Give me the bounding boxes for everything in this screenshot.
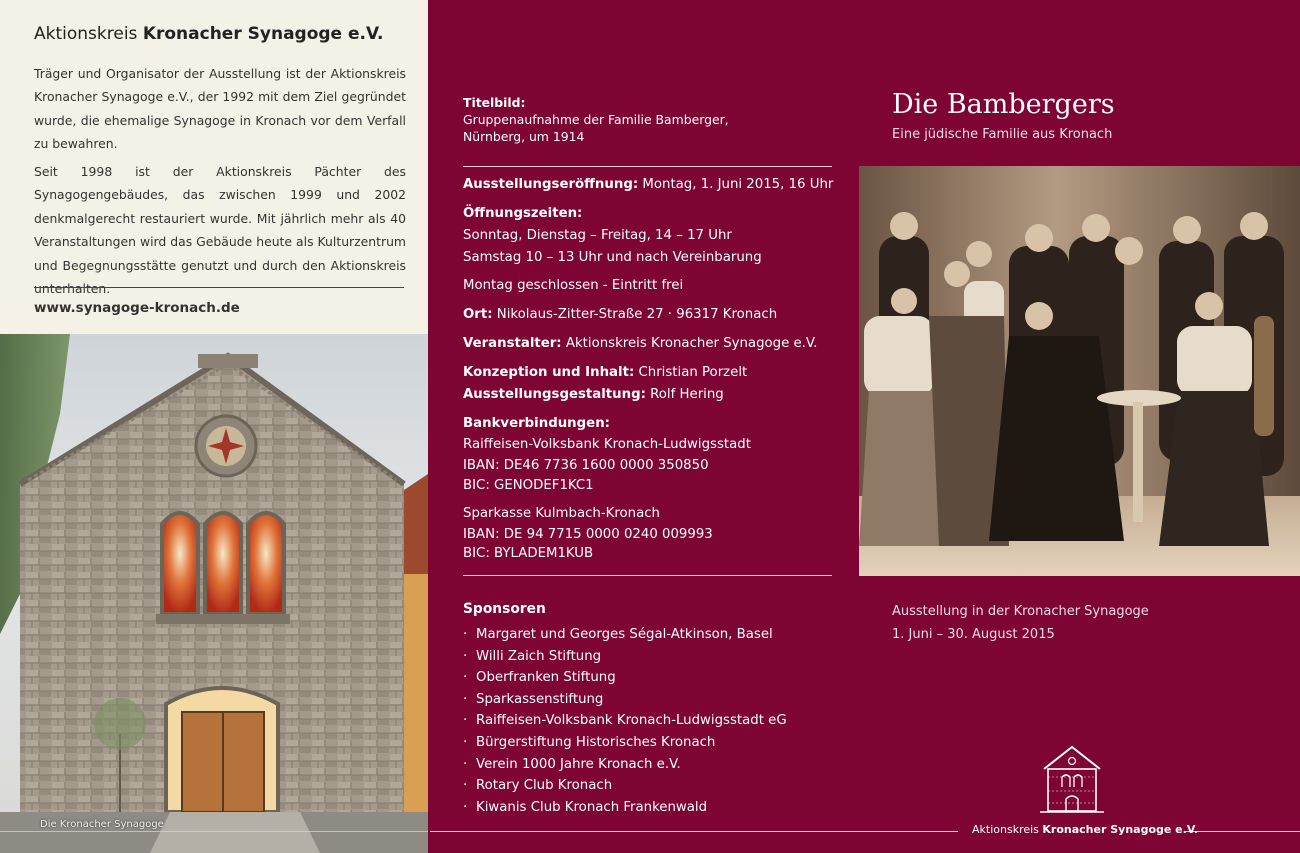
hours-label-text: Öffnungszeiten:	[463, 206, 583, 221]
footer-org	[972, 823, 1198, 836]
bullet: ·	[463, 691, 468, 707]
org-heading	[34, 24, 383, 44]
cover-image-line-2: Nürnberg, um 1914	[463, 129, 585, 144]
organizer-label: Veranstalter:	[463, 336, 562, 351]
family-photo-illustration	[859, 166, 1300, 576]
list-item	[463, 689, 787, 711]
sponsor-name: Verein 1000 Jahre Kronach e.V.	[476, 756, 681, 772]
sponsor-name: Rotary Club Kronach	[476, 778, 613, 794]
list-item	[463, 797, 787, 819]
design-info	[463, 385, 724, 405]
bullet: ·	[463, 713, 468, 729]
place-value: Nikolaus-Zitter-Straße 27 · 96317 Kronach	[496, 307, 778, 322]
org-heading-prefix: Aktionskreis	[34, 24, 138, 44]
design-value: Rolf Hering	[650, 387, 724, 402]
organization-info	[0, 0, 428, 334]
list-item	[463, 754, 787, 776]
synagogue-logo-icon	[1040, 743, 1104, 815]
sponsors-heading-text: Sponsoren	[463, 601, 546, 617]
concept-label: Konzeption und Inhalt:	[463, 365, 635, 380]
footer-divider-left	[0, 831, 428, 832]
sponsor-name: Oberfranken Stiftung	[476, 670, 616, 686]
page-subtitle: Eine jüdische Familie aus Kronach	[892, 127, 1113, 142]
sponsor-name: Raiffeisen-Volksbank Kronach-Ludwigsstadt eG	[476, 713, 787, 729]
hours-line-2: Samstag 10 – 13 Uhr und nach Vereinbarung	[463, 250, 762, 265]
opening-value: Montag, 1. Juni 2015, 16 Uhr	[642, 177, 834, 192]
synagogue-illustration	[0, 334, 428, 853]
bank-label-text: Bankverbindungen:	[463, 416, 610, 431]
organizer-value: Aktionskreis Kronacher Synagoge e.V.	[565, 336, 818, 351]
sponsor-list	[463, 624, 787, 818]
exhibition-info	[892, 600, 1149, 646]
bank1-iban: IBAN: DE46 7736 1600 0000 350850	[463, 458, 709, 473]
sponsor-name: Bürgerstiftung Historisches Kronach	[476, 734, 716, 750]
cover-column	[858, 0, 1300, 853]
cover-image-label	[463, 94, 525, 111]
footer-org-name: Kronacher Synagoge e.V.	[1042, 823, 1199, 836]
cover-image-label-text: Titelbild:	[463, 95, 526, 110]
sponsors-heading	[463, 599, 546, 619]
design-label: Ausstellungsgestaltung:	[463, 387, 646, 402]
divider	[463, 575, 832, 576]
exhibition-line-1: Ausstellung in der Kronacher Synagoge	[892, 604, 1149, 619]
sponsor-name: Sparkassenstiftung	[476, 691, 604, 707]
list-item	[463, 775, 787, 797]
left-panel	[0, 0, 428, 853]
org-description-paragraph-1: Träger und Organisator der Ausstellung ist der Aktionskreis Kronacher Synagoge e.V., der 1992 mit dem Ziel gegründet wurde, die ehemalige Synagoge in Kronach vor dem Verfall zu bewahren.	[34, 66, 406, 152]
place-info	[463, 305, 777, 325]
opening-info	[463, 175, 833, 195]
family-photo	[859, 166, 1300, 576]
opening-label: Ausstellungseröffnung:	[463, 177, 639, 192]
synagogue-photo	[0, 334, 428, 853]
website-link[interactable]: www.synagoge-kronach.de	[34, 300, 240, 316]
bullet: ·	[463, 734, 468, 750]
list-item	[463, 646, 787, 668]
divider	[34, 287, 404, 288]
bullet: ·	[463, 778, 468, 794]
organizer-info	[463, 334, 818, 354]
list-item	[463, 624, 787, 646]
list-item	[463, 732, 787, 754]
bank1-name: Raiffeisen-Volksbank Kronach-Ludwigsstadt	[463, 437, 751, 452]
org-description-paragraph-2: Seit 1998 ist der Aktionskreis Pächter des Synagogengebäudes, das zwischen 1999 und 2002 denkmalgerecht restauriert wurde. Mit jährlich mehr als 40 Veranstaltungen wird das Gebäude heute als Kulturzentrum und Begegnungsstätte genutzt und durch den Aktionskreis unterhalten.	[34, 164, 406, 297]
closed-info: Montag geschlossen - Eintritt frei	[463, 278, 684, 293]
bank-label	[463, 414, 610, 434]
footer-org-prefix: Aktionskreis	[972, 823, 1039, 836]
bank2-iban: IBAN: DE 94 7715 0000 0240 009993	[463, 527, 713, 542]
bullet: ·	[463, 799, 468, 815]
org-heading-name: Kronacher Synagoge e.V.	[142, 24, 384, 44]
sponsor-name: Kiwanis Club Kronach Frankenwald	[476, 799, 708, 815]
exhibition-dates: 1. Juni – 30. August 2015	[892, 627, 1055, 642]
hours-line-1: Sonntag, Dienstag – Freitag, 14 – 17 Uhr	[463, 228, 732, 243]
page-title: Die Bambergers	[892, 89, 1115, 120]
concept-info	[463, 363, 747, 383]
bullet: ·	[463, 756, 468, 772]
divider	[463, 166, 832, 167]
bank2-name: Sparkasse Kulmbach-Kronach	[463, 506, 660, 521]
list-item	[463, 667, 787, 689]
photo-caption: Die Kronacher Synagoge	[40, 819, 164, 830]
hours-label	[463, 204, 582, 224]
sponsor-name: Margaret und Georges Ségal-Atkinson, Basel	[476, 627, 773, 642]
concept-value: Christian Porzelt	[638, 365, 748, 380]
bullet: ·	[463, 670, 468, 686]
sponsor-name: Willi Zaich Stiftung	[476, 648, 602, 664]
bank2-bic: BIC: BYLADEM1KUB	[463, 546, 594, 561]
bullet: ·	[463, 627, 468, 642]
bank1-bic: BIC: GENODEF1KC1	[463, 478, 594, 493]
info-column	[428, 0, 858, 853]
place-label: Ort:	[463, 307, 493, 322]
cover-image-line-1: Gruppenaufnahme der Familie Bamberger,	[463, 112, 729, 127]
bullet: ·	[463, 648, 468, 664]
list-item	[463, 710, 787, 732]
